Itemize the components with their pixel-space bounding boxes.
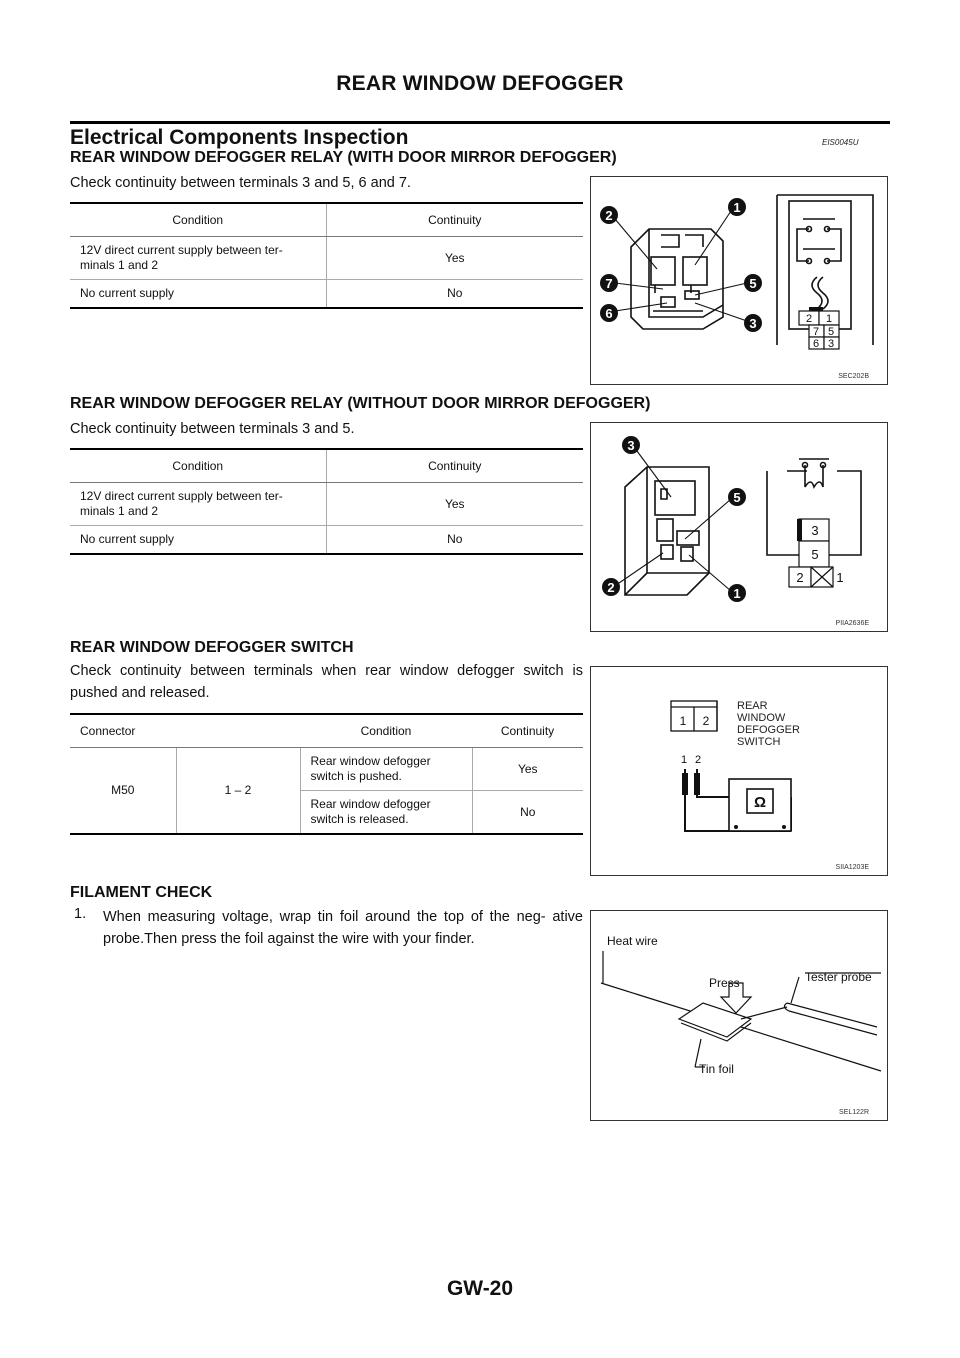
- table-row: [70, 237, 583, 280]
- figure-code: SIIA1203E: [835, 864, 869, 871]
- label-tester-probe: Tester probe: [805, 970, 872, 984]
- terminal-label: 1: [836, 570, 844, 585]
- connector-pin: 1: [679, 714, 687, 728]
- relay-without-mirror-table: [70, 450, 583, 555]
- probe-label: 1: [681, 754, 688, 766]
- terminal-label: 3: [827, 338, 835, 350]
- table-row: [70, 748, 583, 791]
- figure-code: SEL122R: [839, 1109, 869, 1116]
- callout-label: 2: [605, 208, 613, 223]
- figure-code: SEC202B: [838, 373, 869, 380]
- switch-title: REAR WINDOW DEFOGGER SWITCH: [70, 639, 354, 656]
- terminal-label: 1: [825, 313, 833, 325]
- relay-without-mirror-text: Check continuity between terminals 3 and 5.: [70, 421, 355, 437]
- terminal-label: 5: [827, 326, 835, 338]
- header-condition: Condition: [70, 450, 326, 483]
- header-continuity: Continuity: [326, 204, 583, 237]
- switch-table: [70, 715, 583, 835]
- header-connector: Connector: [70, 715, 176, 748]
- cell-continuity: Yes: [326, 483, 583, 526]
- cell-terminals: 1 – 2: [176, 748, 300, 835]
- relay-diagram-svg: [591, 177, 886, 383]
- switch-figure: [590, 666, 888, 876]
- callout-label: 3: [749, 316, 757, 331]
- label-press: Press: [709, 976, 740, 990]
- callout-label: 7: [605, 276, 613, 291]
- relay-without-mirror-figure: [590, 422, 888, 632]
- relay-with-mirror-text: Check continuity between terminals 3 and 5, 6 and 7.: [70, 175, 411, 191]
- header-continuity: Continuity: [472, 715, 583, 748]
- cell-continuity: Yes: [472, 748, 583, 791]
- terminal-label: 2: [796, 570, 804, 585]
- relay-with-mirror-figure: [590, 176, 888, 385]
- table-row: [70, 483, 583, 526]
- terminal-label: 6: [812, 338, 820, 350]
- switch-label-line: WINDOW: [737, 712, 786, 724]
- filament-title: FILAMENT CHECK: [70, 884, 213, 901]
- relay-diagram-svg: [591, 423, 886, 630]
- callout-label: 3: [627, 438, 635, 453]
- cell-condition: No current supply: [70, 280, 326, 309]
- cell-condition: Rear window defogger switch is pushed.: [300, 748, 472, 791]
- cell-continuity: Yes: [326, 237, 583, 280]
- switch-label-line: REAR: [737, 700, 768, 712]
- cell-connector: M50: [70, 748, 176, 835]
- table-header-row: [70, 715, 583, 748]
- terminal-label: 7: [812, 326, 820, 338]
- connector-pin: 2: [702, 714, 710, 728]
- probe-label: 2: [695, 754, 702, 766]
- table-row: [70, 526, 583, 555]
- header-condition: Condition: [70, 204, 326, 237]
- header-condition: Condition: [300, 715, 472, 748]
- relay-without-mirror-title: REAR WINDOW DEFOGGER RELAY (WITHOUT DOOR MIRROR DEFOGGER): [70, 395, 651, 412]
- callout-label: 1: [733, 200, 741, 215]
- page-header-title: REAR WINDOW DEFOGGER: [336, 72, 624, 95]
- filament-step-text: When measuring voltage, wrap tin foil around the top of the neg- ative probe.Then press the foil against the wire with your finder.: [103, 909, 583, 947]
- cell-condition: 12V direct current supply between ter- minals 1 and 2: [70, 483, 326, 526]
- filament-figure: [590, 910, 888, 1121]
- page-number: GW-20: [446, 1277, 514, 1300]
- terminal-label: 2: [805, 313, 813, 325]
- cell-condition: No current supply: [70, 526, 326, 555]
- callout-label: 5: [749, 276, 757, 291]
- section-code: EIS0045U: [822, 138, 859, 147]
- label-tin-foil: Tin foil: [699, 1062, 734, 1076]
- cell-continuity: No: [472, 791, 583, 835]
- table-header-row: [70, 450, 583, 483]
- cell-condition: 12V direct current supply between ter- minals 1 and 2: [70, 237, 326, 280]
- terminal-label: 3: [811, 523, 819, 538]
- header-terminal: [176, 715, 300, 748]
- callout-label: 2: [607, 580, 615, 595]
- callout-label: 1: [733, 586, 741, 601]
- switch-label-line: SWITCH: [737, 736, 781, 748]
- label-heat-wire: Heat wire: [607, 934, 658, 948]
- relay-with-mirror-table: [70, 204, 583, 309]
- cell-continuity: No: [326, 280, 583, 309]
- switch-label-line: DEFOGGER: [737, 724, 800, 736]
- filament-diagram-svg: [591, 911, 886, 1119]
- switch-text: Check continuity between terminals when rear window defogger switch is pushed and released.: [70, 663, 583, 701]
- step-number: 1.: [74, 906, 87, 922]
- switch-diagram-svg: [591, 667, 886, 874]
- figure-code: PIIA2636E: [835, 620, 869, 627]
- table-header-row: [70, 204, 583, 237]
- section-title: Electrical Components Inspection: [70, 126, 409, 149]
- header-rule: [70, 121, 890, 124]
- cell-continuity: No: [326, 526, 583, 555]
- callout-label: 5: [733, 490, 741, 505]
- cell-condition: Rear window defogger switch is released.: [300, 791, 472, 835]
- terminal-label: 5: [811, 547, 819, 562]
- callout-label: 6: [605, 306, 613, 321]
- relay-with-mirror-title: REAR WINDOW DEFOGGER RELAY (WITH DOOR MIRROR DEFOGGER): [70, 149, 617, 166]
- table-row: [70, 280, 583, 309]
- header-continuity: Continuity: [326, 450, 583, 483]
- ohm-icon: Ω: [753, 794, 767, 811]
